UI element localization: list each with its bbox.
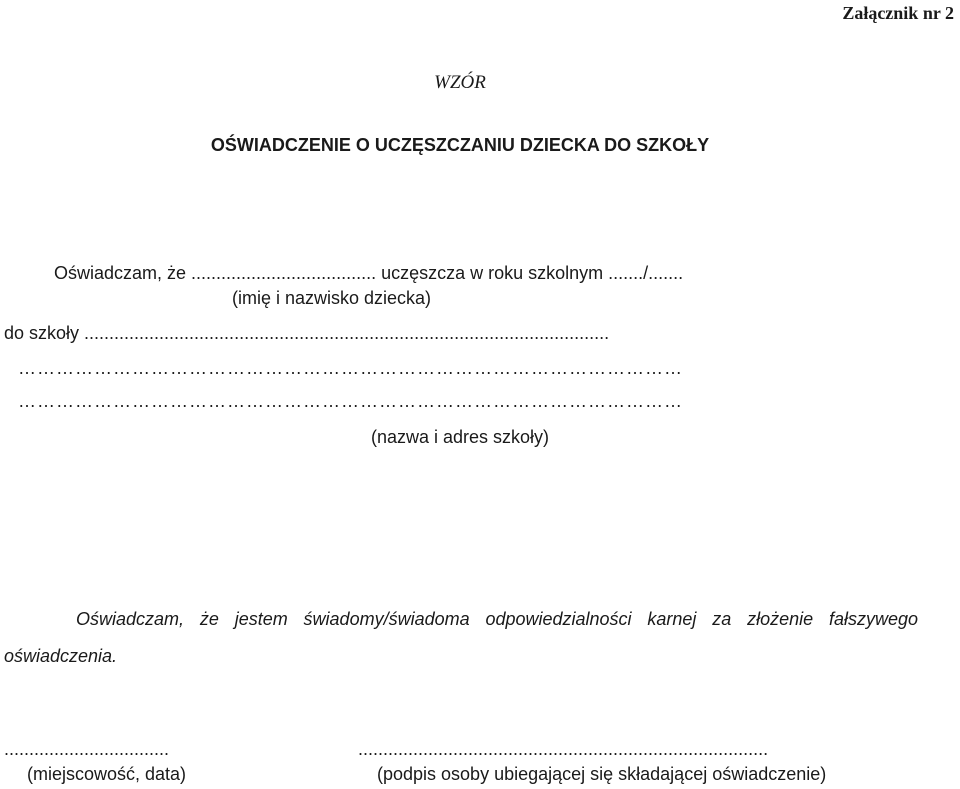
place-date-dotted-line: ................................. [4, 739, 170, 759]
place-date-caption: (miejscowość, data) [27, 764, 187, 784]
child-name-caption: (imię i nazwisko dziecka) [232, 288, 432, 308]
statement-line-school: do szkoły ......................................................................................................... [4, 323, 610, 343]
liability-declaration: Oświadczam, że jestem świadomy/świadoma odpowiedzialności karnej za złożenie fałszywego oświadczenia. [4, 609, 918, 666]
signature-dotted-line: .................................................................................. [358, 739, 769, 759]
school-dotted-line-1: …………………………………………………………………………………………… [18, 358, 683, 378]
school-caption: (nazwa i adres szkoły) [370, 427, 550, 447]
document-title: OŚWIADCZENIE O UCZĘSZCZANIU DZIECKA DO SZKOŁY [210, 135, 710, 155]
template-label: WZÓR [434, 72, 486, 93]
annex-label: Załącznik nr 2 [842, 3, 954, 23]
signature-caption: (podpis osoby ubiegającej się składającej oświadczenie) [377, 764, 827, 784]
school-dotted-line-2: …………………………………………………………………………………………… [18, 391, 683, 411]
statement-line-child: Oświadczam, że ..................................... uczęszcza w roku szkolnym ......./....... [54, 263, 684, 283]
